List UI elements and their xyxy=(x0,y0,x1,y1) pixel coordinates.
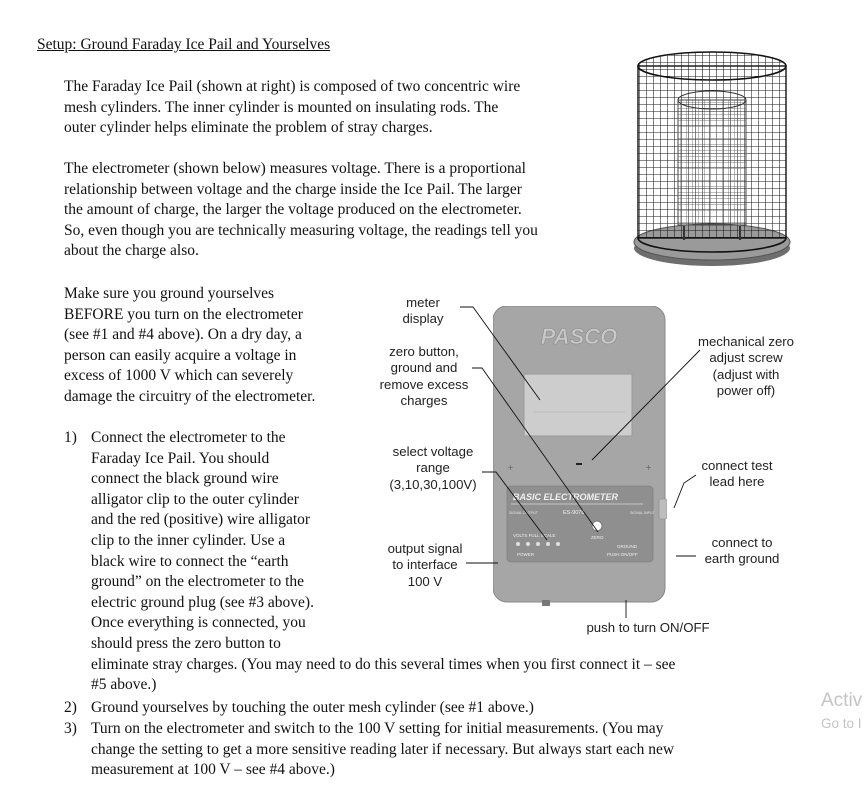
volts-full-scale-label: VOLTS FULL SCALE xyxy=(513,533,556,538)
text-line: damage the circuitry of the electrometer. xyxy=(64,387,316,405)
label-output-signal: output signal to interface 100 V xyxy=(387,541,463,589)
text-line: electric ground plug (see #3 above). xyxy=(91,593,314,611)
text-line: Ground yourselves by touching the outer mesh cylinder (see #1 above.) xyxy=(91,699,534,716)
activation-watermark: Activ xyxy=(821,690,863,711)
text-line: and the red (positive) wire alligator xyxy=(91,511,311,529)
text-line: excess of 1000 V which can severely xyxy=(64,367,294,385)
label-mechanical-zero: mechanical zero adjust screw (adjust with power off) xyxy=(697,334,795,399)
text-line: black wire to connect the “earth xyxy=(91,552,289,570)
text-line: connect the black ground wire xyxy=(91,470,279,488)
text-line: measurement at 100 V – see #4 above.) xyxy=(91,761,335,779)
text-line: Faraday Ice Pail. You should xyxy=(91,449,270,467)
text-line: the amount of charge, the larger the voltage produced on the electrometer. xyxy=(64,201,522,219)
power-label: POWER xyxy=(517,552,535,557)
faraday-ice-pail-illustration xyxy=(632,48,792,270)
ground-label: GROUND xyxy=(617,544,637,549)
callout-lines xyxy=(460,300,720,630)
text-line: BEFORE you turn on the electrometer xyxy=(64,305,303,323)
text-line: clip to the inner cylinder. Use a xyxy=(91,531,286,549)
push-onoff-panel-label: PUSH ON/OFF xyxy=(607,552,638,557)
svg-text:+: + xyxy=(645,463,652,472)
step-number: 1) xyxy=(64,429,77,446)
text-line: ground” on the electrometer to the xyxy=(91,573,305,591)
text-line: #5 above.) xyxy=(91,676,157,694)
activation-watermark-subtext: Go to I xyxy=(821,716,862,731)
step-3 xyxy=(64,719,675,781)
step-2 xyxy=(64,698,534,719)
text-line: Once everything is connected, you xyxy=(91,614,306,632)
text-line: The electrometer (shown below) measures voltage. There is a proportional xyxy=(64,160,526,177)
paragraph-ground-warning xyxy=(64,284,315,408)
text-line: Turn on the electrometer and switch to the 100 V setting for initial measurements. (You may xyxy=(91,720,664,737)
signal-output-label: SIGNAL OUTPUT xyxy=(509,511,538,515)
text-line: should press the zero button to xyxy=(91,634,281,652)
label-select-voltage: select voltage range (3,10,30,100V) xyxy=(389,444,477,492)
text-line: relationship between voltage and the charge inside the Ice Pail. The larger xyxy=(64,180,522,198)
text-line: mesh cylinders. The inner cylinder is mounted on insulating rods. The xyxy=(64,98,499,116)
text-line: alligator clip to the outer cylinder xyxy=(91,490,299,508)
model-number: ES-9078 xyxy=(563,510,585,516)
text-line: Make sure you ground yourselves xyxy=(64,285,275,302)
zero-label: ZERO xyxy=(591,535,604,540)
label-connect-test-lead: connect test lead here xyxy=(701,458,773,490)
section-heading: Setup: Ground Faraday Ice Pail and Yourselves xyxy=(37,36,331,53)
label-meter-display: meter display xyxy=(402,295,444,327)
svg-text:+: + xyxy=(507,463,514,472)
text-line: change the setting to get a more sensitive reading later if necessary. But always start each new xyxy=(91,740,675,758)
panel-title: BASIC ELECTROMETER xyxy=(513,492,619,502)
paragraph-ice-pail xyxy=(64,77,520,139)
step-number: 3) xyxy=(64,720,77,737)
label-push-onoff: push to turn ON/OFF xyxy=(586,620,710,635)
pasco-logo: PASCO xyxy=(540,324,618,349)
label-connect-earth-ground: connect to earth ground xyxy=(704,535,780,567)
text-line: Connect the electrometer to the xyxy=(91,429,286,446)
text-line: eliminate stray charges. (You may need to do this several times when you first connect it – see xyxy=(91,655,676,673)
text-line: person can easily acquire a voltage in xyxy=(64,346,297,364)
paragraph-electrometer xyxy=(64,159,538,262)
signal-input-label: SIGNAL INPUT xyxy=(630,511,655,515)
text-line: So, even though you are technically measuring voltage, the readings tell you xyxy=(64,221,538,239)
text-line: outer cylinder helps eliminate the problem of stray charges. xyxy=(64,119,433,137)
step-number: 2) xyxy=(64,699,77,716)
label-zero-button: zero button, ground and remove excess charges xyxy=(379,344,469,409)
text-line: The Faraday Ice Pail (shown at right) is composed of two concentric wire xyxy=(64,78,521,95)
text-line: (see #1 and #4 above). On a dry day, a xyxy=(64,326,302,344)
text-line: about the charge also. xyxy=(64,242,199,260)
